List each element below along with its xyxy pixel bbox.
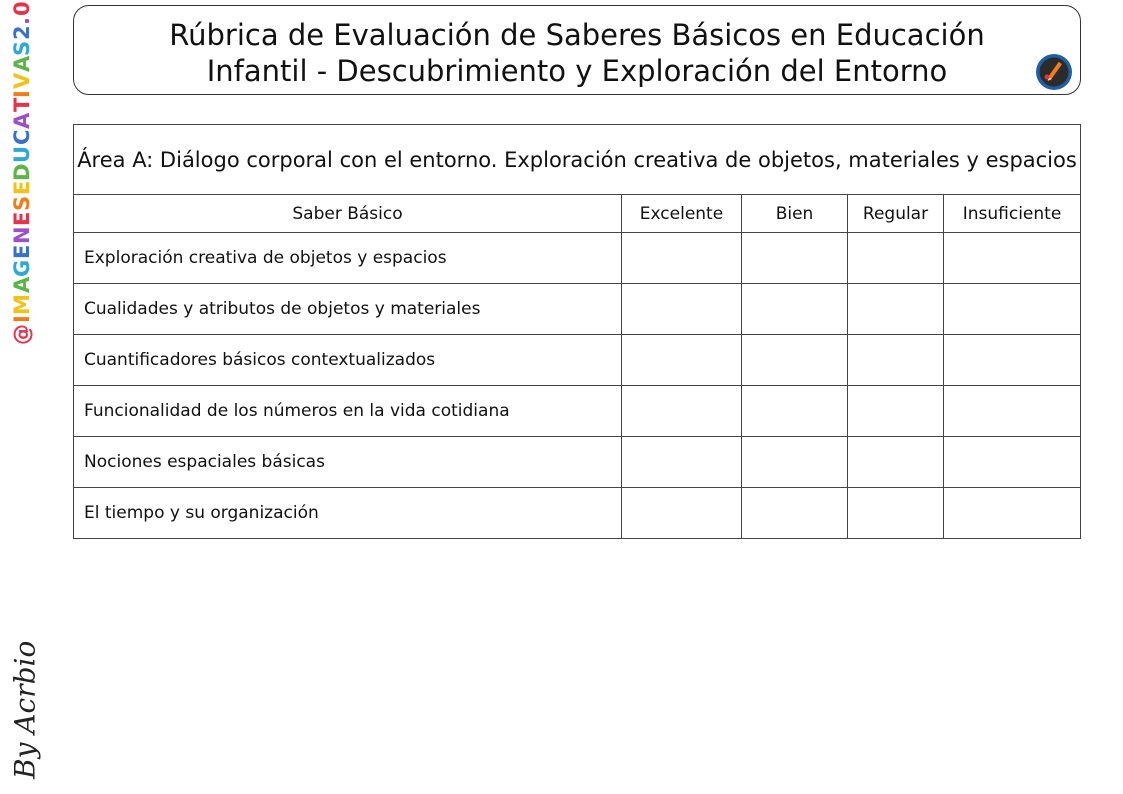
brand-letter: I <box>10 89 34 98</box>
table-row <box>74 437 1081 488</box>
grade-cell-excelente[interactable] <box>622 386 742 437</box>
grade-cell-excelente[interactable] <box>622 233 742 284</box>
pencil-logo-icon <box>1034 52 1074 92</box>
grade-cell-excelente[interactable] <box>622 284 742 335</box>
grade-cell-regular[interactable] <box>848 233 944 284</box>
grade-cell-regular[interactable] <box>848 335 944 386</box>
brand-letter: E <box>10 211 34 226</box>
saber-cell: Cualidades y atributos de objetos y materiales <box>74 284 622 335</box>
column-header-regular: Regular <box>848 195 944 233</box>
table-row <box>74 488 1081 539</box>
table-row <box>74 284 1081 335</box>
grade-cell-insuficiente[interactable] <box>944 233 1081 284</box>
grade-cell-insuficiente[interactable] <box>944 386 1081 437</box>
brand-letter: D <box>10 162 34 181</box>
grade-cell-bien[interactable] <box>742 488 848 539</box>
grade-cell-bien[interactable] <box>742 284 848 335</box>
column-header-bien: Bien <box>742 195 848 233</box>
author-signature: By Acrbio <box>8 640 42 780</box>
brand-letter: 2 <box>10 24 34 41</box>
brand-letter: U <box>10 145 34 163</box>
brand-letter: @ <box>10 323 34 345</box>
area-title: Área A: Diálogo corporal con el entorno. Exploración creativa de objetos, materiales y espacios <box>74 125 1081 195</box>
grade-cell-bien[interactable] <box>742 233 848 284</box>
grade-cell-regular[interactable] <box>848 488 944 539</box>
column-header-excelente: Excelente <box>622 195 742 233</box>
grade-cell-bien[interactable] <box>742 386 848 437</box>
grade-cell-insuficiente[interactable] <box>944 284 1081 335</box>
brand-letter: A <box>10 276 34 294</box>
brand-letter: T <box>10 97 34 113</box>
brand-letter: E <box>10 244 34 259</box>
title-box <box>73 5 1081 95</box>
saber-cell: Funcionalidad de los números en la vida cotidiana <box>74 386 622 437</box>
brand-letter: A <box>10 55 34 73</box>
grade-cell-regular[interactable] <box>848 437 944 488</box>
brand-letter: 0 <box>10 1 34 17</box>
brand-letter: E <box>10 180 34 196</box>
grade-cell-insuficiente[interactable] <box>944 437 1081 488</box>
brand-letter: G <box>10 258 34 277</box>
grade-cell-bien[interactable] <box>742 335 848 386</box>
brand-letter: A <box>10 112 34 130</box>
brand-letter: V <box>10 72 34 90</box>
table-row <box>74 233 1081 284</box>
brand-watermark <box>6 1 38 345</box>
table-row <box>74 386 1081 437</box>
grade-cell-insuficiente[interactable] <box>944 335 1081 386</box>
saber-cell: El tiempo y su organización <box>74 488 622 539</box>
brand-letter: S <box>10 195 34 212</box>
grade-cell-regular[interactable] <box>848 284 944 335</box>
grade-cell-excelente[interactable] <box>622 335 742 386</box>
grade-cell-bien[interactable] <box>742 437 848 488</box>
saber-cell: Exploración creativa de objetos y espacios <box>74 233 622 284</box>
column-header-insuficiente: Insuficiente <box>944 195 1081 233</box>
grade-cell-regular[interactable] <box>848 386 944 437</box>
grade-cell-excelente[interactable] <box>622 488 742 539</box>
saber-cell: Nociones espaciales básicas <box>74 437 622 488</box>
brand-letter: S <box>10 40 34 56</box>
rubric-table <box>73 124 1081 539</box>
page-title-line-1: Rúbrica de Evaluación de Saberes Básicos en Educación <box>169 18 985 52</box>
table-row <box>74 335 1081 386</box>
brand-letter: C <box>10 129 34 146</box>
grade-cell-excelente[interactable] <box>622 437 742 488</box>
brand-letter: M <box>10 293 34 315</box>
grade-cell-insuficiente[interactable] <box>944 488 1081 539</box>
brand-letter: I <box>10 314 34 324</box>
column-header-saber: Saber Básico <box>74 195 622 233</box>
brand-letter: . <box>10 16 34 25</box>
saber-cell: Cuantificadores básicos contextualizados <box>74 335 622 386</box>
brand-letter: N <box>10 225 34 245</box>
page-title-line-2: Infantil - Descubrimiento y Exploración del Entorno <box>206 54 948 88</box>
